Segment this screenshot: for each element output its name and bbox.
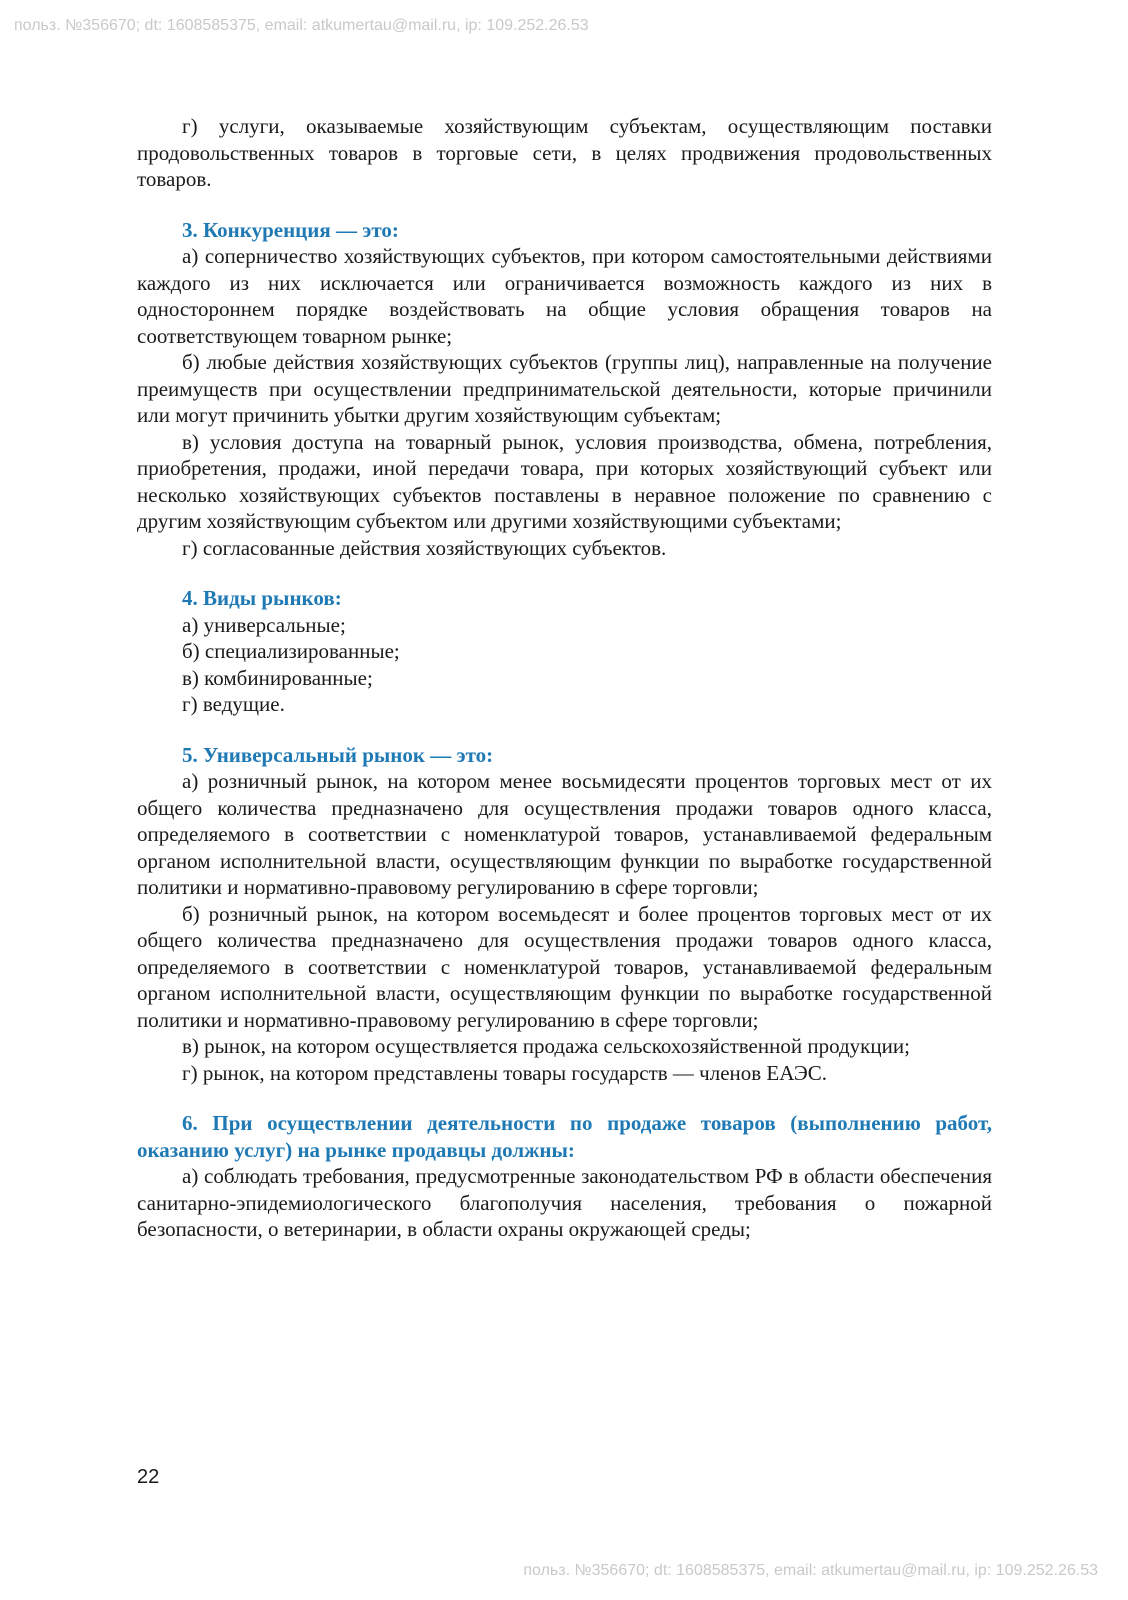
answer-2g: г) услуги, оказываемые хозяйствующим субъектам, осуществляющим поставки продовольственных товаров в торговые сети, в целях продвижения продовольственных товаров. xyxy=(137,114,992,191)
answer-3v: в) условия доступа на товарный рынок, условия производства, обмена, потребления, приобретения, продажи, иной передачи товара, при которых хозяйствующий субъект или несколько хозяйствующих субъектов поставлены в неравное положение по сравнению с другим хозяйствующим субъектом или другими хозяйствующими субъектами; xyxy=(137,429,992,533)
question-6-title: 6. При осуществлении деятельности по продаже товаров (выполнению работ, оказанию услуг) на рынке продавцы должны: xyxy=(137,1111,992,1162)
answer-5b: б) розничный рынок, на котором восемьдесят и более процентов торговых мест от их общего количества предназначено для осуществления продажи товаров одного класса, определяемого в соответствии с номенклатурой товаров, устанавливаемой федеральным органом исполнительной власти, осуществляющим функции по выработке государственной политики и нормативно-правовому регулированию в сфере торговли; xyxy=(137,901,992,1032)
answer-4g: г) ведущие. xyxy=(182,692,285,716)
question-3-title: 3. Конкуренция — это: xyxy=(182,217,399,242)
answer-6a: а) соблюдать требования, предусмотренные законодательством РФ в области обеспечения санитарно-эпидемиологического благополучия населения, требования о пожарной безопасности, о ветеринарии, в области охраны окружающей среды; xyxy=(137,1164,992,1241)
answer-3b: б) любые действия хозяйствующих субъектов (группы лиц), направленные на получение преимуществ при осуществлении предпринимательской деятельности, которые причинили или могут причинить убытки другим хозяйствующим субъектам; xyxy=(137,350,992,427)
question-5-title: 5. Универсальный рынок — это: xyxy=(182,742,494,767)
answer-3a: а) соперничество хозяйствующих субъектов, при котором самостоятельными действиями каждого из них исключается или ограничивается возможность каждого из них в одностороннем порядке воздействовать на общие условия обращения товаров на соответствующем товарном рынке; xyxy=(137,244,992,348)
answer-3g: г) согласованные действия хозяйствующих субъектов. xyxy=(182,535,667,560)
answer-4a: а) универсальные; xyxy=(182,612,346,637)
answer-5v: в) рынок, на котором осуществляется продажа сельскохозяйственной продукции; xyxy=(182,1034,910,1058)
question-4-title: 4. Виды рынков: xyxy=(182,586,342,610)
page-content xyxy=(137,113,992,1243)
watermark-bottom: польз. №356670; dt: 1608585375, email: atkumertau@mail.ru, ip: 109.252.26.53 xyxy=(523,1562,1098,1579)
page-number: 22 xyxy=(137,1466,160,1488)
answer-4v: в) комбинированные; xyxy=(182,665,373,690)
answer-5g: г) рынок, на котором представлены товары государств — членов ЕАЭС. xyxy=(182,1060,828,1085)
answer-5a: а) розничный рынок, на котором менее восьмидесяти процентов торговых мест от их общего количества предназначено для осуществления продажи товаров одного класса, определяемого в соответствии с номенклатурой товаров, устанавливаемой федеральным органом исполнительной власти, осуществляющим функции по выработке государственной политики и нормативно-правовому регулированию в сфере торговли; xyxy=(137,769,992,899)
watermark-top: польз. №356670; dt: 1608585375, email: atkumertau@mail.ru, ip: 109.252.26.53 xyxy=(14,17,589,34)
answer-4b: б) специализированные; xyxy=(182,639,400,663)
